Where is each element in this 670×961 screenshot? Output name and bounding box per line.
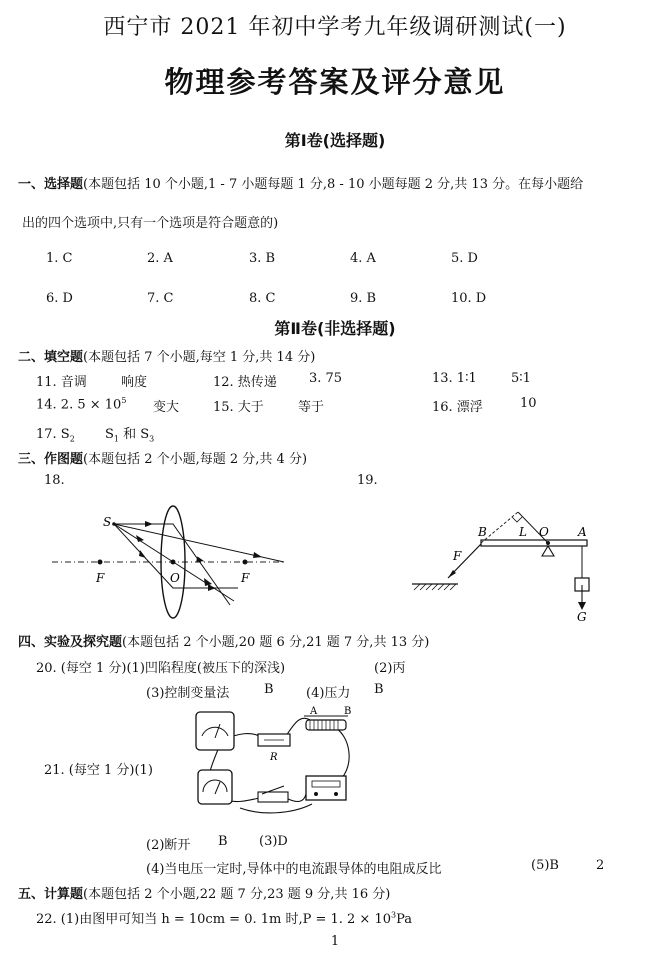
fill-answer-16: 16. 漂浮 [432, 400, 483, 415]
calc-q22-exponent: 3 [391, 910, 397, 920]
fill-answer-14b: 变大 [153, 400, 180, 415]
draw-q19-number: 19. [357, 473, 378, 488]
label-f-left: F [96, 571, 105, 585]
fill-answer-14-exponent: 5 [121, 396, 127, 405]
label-f: F [453, 549, 462, 563]
choice-section-line1 [18, 173, 583, 192]
exp-q21-label: 21. (每空 1 分)(1) [44, 763, 153, 778]
fill-answer-13: 13. 1∶1 [432, 371, 477, 386]
label-b: B [344, 706, 352, 717]
fill-answer-15: 15. 大于 [213, 400, 264, 415]
label-l: L [519, 525, 527, 539]
label-f-right: F [241, 571, 250, 585]
gravity-arrow [578, 602, 586, 610]
fill-answer-15b: 等于 [298, 400, 325, 415]
fill-answer-17-and: 和 S [118, 427, 150, 442]
exp-q20-line1: 20. (每空 1 分)(1)凹陷程度(被压下的深浅) [36, 661, 286, 676]
volume-1-heading: 第Ⅰ卷(选择题) [284, 131, 386, 150]
exam-title: 西宁市 2021 年初中学考九年级调研测试(一) [103, 15, 567, 40]
power-terminal-pos [334, 792, 338, 796]
ray-parallel [114, 524, 230, 605]
label-o: O [170, 571, 180, 585]
ray-arrow [208, 585, 216, 591]
exp-section-desc: (本题包括 2 个小题,20 题 6 分,21 题 7 分,共 13 分) [122, 635, 430, 650]
ray-arrow [253, 552, 262, 558]
label-g: G [577, 610, 587, 623]
fill-section-desc: (本题包括 7 个小题,每空 1 分,共 14 分) [83, 350, 316, 365]
ray-arrow [136, 535, 144, 542]
exp-q21-line3: (4)当电压一定时,导体中的电流跟导体的电阻成反比 [146, 862, 442, 877]
choice-answer: 9. B [350, 291, 377, 306]
exp-q20-line2a: (3)控制变量法 [146, 686, 230, 701]
choice-answer: 3. B [249, 251, 276, 266]
calc-section [18, 883, 390, 902]
choice-answer: 5. D [451, 251, 478, 266]
exp-q21-line2c: (3)D [259, 834, 288, 849]
label-a: A [310, 706, 318, 717]
right-angle-mark [512, 517, 522, 522]
calc-section-desc: (本题包括 2 个小题,22 题 7 分,23 题 9 分,共 16 分) [83, 887, 391, 902]
lever-bar [481, 540, 587, 546]
source-point [112, 522, 116, 526]
fill-answer-13b: 5∶1 [511, 371, 531, 386]
exp-q20-line2d: B [374, 682, 384, 697]
label-o: O [539, 525, 549, 539]
label-r: R [270, 752, 278, 763]
fill-answer-16b: 10 [520, 396, 537, 411]
page-number: 1 [330, 934, 340, 949]
circuit-diagram [182, 704, 362, 822]
exp-section [18, 631, 429, 650]
exp-section-label: 四、实验及探究题 [18, 635, 123, 650]
volume-2-heading: 第Ⅱ卷(非选择题) [274, 319, 396, 338]
exp-q20-line2b: B [264, 682, 274, 697]
fill-answer-17-a-sub: 2 [69, 434, 75, 444]
pivot-point [546, 541, 550, 545]
exp-q20-line1b: (2)丙 [374, 661, 406, 676]
choice-section-label: 一、选择题 [18, 177, 84, 192]
fill-answer-11: 11. 音调 [36, 375, 87, 390]
fill-answer-12: 12. 热传递 [213, 375, 277, 390]
power-terminal-neg [314, 792, 318, 796]
choice-section-desc: (本题包括 10 个小题,1 - 7 小题每题 1 分,8 - 10 小题每题 2 分,共 13 分。在每小题给 [83, 177, 584, 192]
fill-answer-14-base: 14. 2. 5 × 10 [36, 397, 122, 413]
fill-answer-17-b: S [104, 427, 114, 442]
exp-q21-line2a: (2)断开 [146, 838, 191, 853]
calc-q22-unit: Pa [396, 912, 413, 927]
answer-subtitle: 物理参考答案及评分意见 [164, 65, 506, 99]
choice-answer: 6. D [46, 291, 73, 306]
label-s: S [103, 515, 112, 529]
draw-section-desc: (本题包括 2 个小题,每题 2 分,共 4 分) [83, 452, 308, 467]
choice-answer: 4. A [350, 251, 376, 266]
fill-answer-11b: 响度 [121, 375, 148, 390]
choice-section-line2: 出的四个选项中,只有一个选项是符合题意的) [22, 216, 279, 231]
pivot-triangle [542, 546, 554, 556]
exp-q21-line2b: B [218, 834, 228, 849]
meter-top [196, 712, 234, 750]
exp-q20-line2c: (4)压力 [306, 686, 351, 701]
choice-answer: 7. C [147, 291, 174, 306]
ray-arrow [204, 578, 212, 586]
fill-section [18, 346, 315, 365]
meter-bottom [198, 770, 232, 804]
calc-q22-text: 22. (1)由图甲可知当 h = 10cm = 0. 1m 时,P = 1. 2 × 10 [36, 912, 391, 927]
fill-answer-14 [36, 396, 126, 412]
choice-answer: 8. C [249, 291, 276, 306]
choice-answer: 1. C [46, 251, 73, 266]
calc-q22-line1 [36, 908, 412, 927]
exp-q21-line3c: 2 [596, 858, 605, 873]
draw-section [18, 448, 307, 467]
ground-hatch [414, 584, 456, 590]
ray-arrow [139, 550, 146, 558]
focus-left-point [98, 560, 103, 565]
calc-section-label: 五、计算题 [18, 887, 84, 902]
exp-q21-line3b: (5)B [531, 858, 559, 873]
label-a: A [578, 525, 587, 539]
fill-answer-17 [36, 423, 154, 444]
lever-diagram [408, 498, 618, 623]
draw-q18-number: 18. [44, 473, 65, 488]
lens-ray-diagram [48, 498, 288, 623]
focus-right-point [243, 560, 248, 565]
fill-answer-17-b-sub: 1 [113, 434, 119, 444]
label-b: B [478, 525, 487, 539]
fill-answer-17-c-sub: 3 [149, 434, 155, 444]
draw-section-label: 三、作图题 [18, 452, 84, 467]
fill-answer-17-a: 17. S [36, 427, 70, 442]
ray-arrow [145, 521, 153, 527]
choice-answer: 2. A [147, 251, 173, 266]
choice-answer: 10. D [451, 291, 487, 306]
fill-answer-12b: 3. 75 [309, 371, 343, 386]
fill-section-label: 二、填空题 [18, 350, 84, 365]
power-supply [306, 776, 346, 800]
